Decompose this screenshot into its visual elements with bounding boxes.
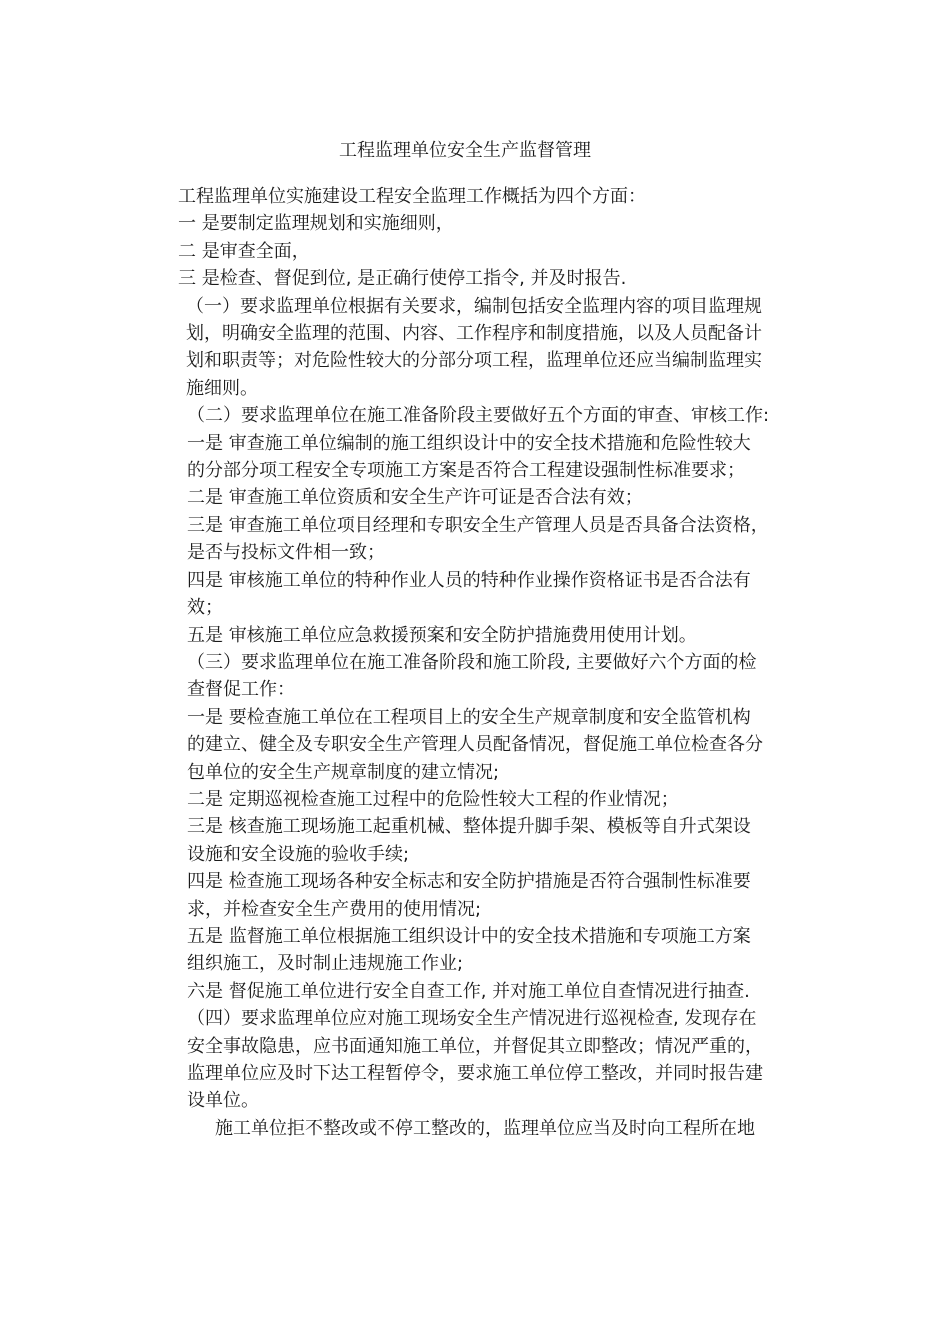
paragraph-line: 一是 审查施工单位编制的施工组织设计中的安全技术措施和危险性较大 [187,432,751,454]
paragraph-line: （二）要求监理单位在施工准备阶段主要做好五个方面的审查、审核工作: [187,405,770,427]
paragraph-line: 组织施工，及时制止违规施工作业; [187,953,464,975]
paragraph-line: 二是 审查施工单位资质和安全生产许可证是否合法有效； [187,487,643,509]
paragraph-line: 二是 定期巡视检查施工过程中的危险性较大工程的作业情况； [187,788,679,810]
paragraph-line: 的分部分项工程安全专项施工方案是否符合工程建设强制性标准要求； [187,460,745,482]
paragraph-line: 一是 要检查施工单位在工程项目上的安全生产规章制度和安全监管机构 [187,706,751,728]
document-title: 工程监理单位安全生产监督管理 [339,140,591,161]
paragraph-line: 求，并检查安全生产费用的使用情况; [187,898,482,920]
paragraph-line: 四是 审核施工单位的特种作业人员的特种作业操作资格证书是否合法有 [187,569,751,591]
paragraph-line: 监理单位应及时下达工程暂停令，要求施工单位停工整改，并同时报告建 [187,1063,763,1084]
paragraph-line: 三是 核查施工现场施工起重机械、整体提升脚手架、模板等自升式架设 [187,816,751,838]
paragraph-line: 查督促工作： [187,679,295,701]
paragraph-line: 六是 督促施工单位进行安全自查工作, 并对施工单位自查情况进行抽查. [187,980,750,1002]
paragraph-line: 二 是审查全面， [178,240,310,262]
paragraph-line: 三 是检查、督促到位, 是正确行使停工指令, 并及时报告. [178,268,627,290]
paragraph-line: 的建立、健全及专职安全生产管理人员配备情况，督促施工单位检查各分 [187,734,763,756]
paragraph-line: 五是 监督施工单位根据施工组织设计中的安全技术措施和专项施工方案 [187,925,751,947]
paragraph-line: 划，明确安全监理的范围、内容、工作程序和制度措施，以及人员配备计 [186,323,762,345]
paragraph-line: （四）要求监理单位应对施工现场安全生产情况进行巡视检查, 发现存在 [187,1008,757,1030]
paragraph-line: （一）要求监理单位根据有关要求，编制包括安全监理内容的项目监理规 [186,295,762,317]
paragraph-line: 五是 审核施工单位应急救援预案和安全防护措施费用使用计划。 [187,624,697,646]
paragraph-line: （三）要求监理单位在施工准备阶段和施工阶段, 主要做好六个方面的检 [187,651,757,673]
paragraph-line: 一 是要制定监理规划和实施细则， [178,213,454,235]
paragraph-line: 四是 检查施工现场各种安全标志和安全防护措施是否符合强制性标准要 [187,871,751,893]
paragraph-line: 安全事故隐患，应书面通知施工单位，并督促其立即整改；情况严重的， [187,1035,763,1057]
paragraph-line: 是否与投标文件相一致； [187,542,385,564]
paragraph-line: 施工单位拒不整改或不停工整改的，监理单位应当及时向工程所在地 [215,1117,755,1139]
paragraph-line: 工程监理单位实施建设工程安全监理工作概括为四个方面： [178,186,646,207]
paragraph-line: 划和职责等；对危险性较大的分部分项工程，监理单位还应当编制监理实 [186,350,762,372]
document-body [178,183,808,1142]
paragraph-line: 效； [187,597,223,619]
paragraph-line: 施细则。 [186,377,258,399]
paragraph-line: 三是 审查施工单位项目经理和专职安全生产管理人员是否具备合法资格， [187,514,769,536]
paragraph-line: 设施和安全设施的验收手续; [187,843,410,865]
paragraph-line: 包单位的安全生产规章制度的建立情况; [187,761,500,783]
paragraph-line: 设单位。 [187,1090,259,1112]
